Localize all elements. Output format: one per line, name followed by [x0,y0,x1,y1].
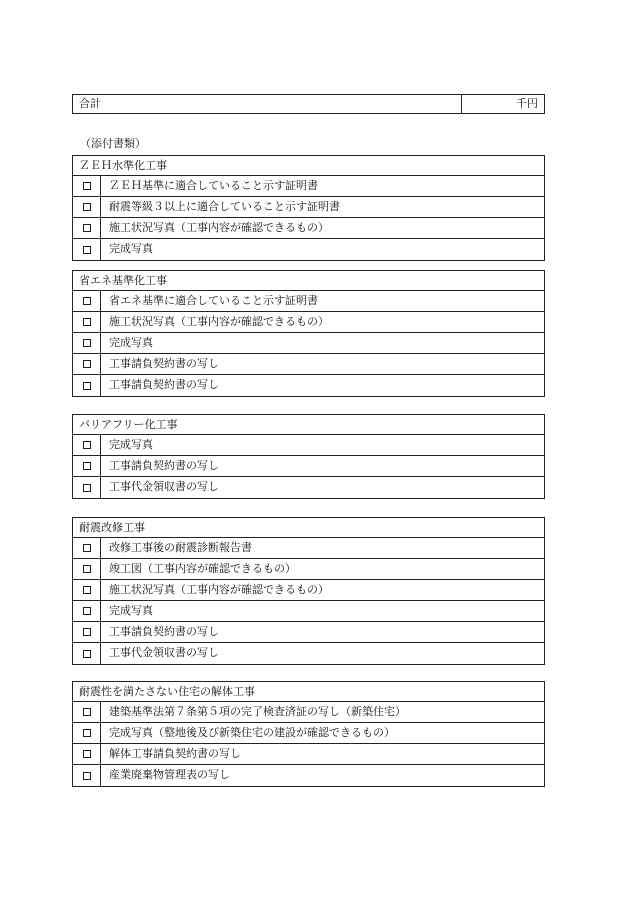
total-table [72,94,545,114]
checkbox[interactable] [73,477,101,498]
checkbox-icon [83,708,91,716]
item-label: 工事請負契約書の写し [109,378,219,391]
list-item [73,744,544,765]
checkbox[interactable] [73,312,101,332]
list-item [73,643,544,664]
checkbox[interactable] [73,723,101,743]
item-label: 工事代金領収書の写し [109,480,219,493]
checkbox-icon [83,339,91,347]
list-item [73,239,544,260]
checkbox[interactable] [73,456,101,476]
checkbox-icon [83,565,91,573]
item-label: 完成写真 [109,438,153,451]
checkbox[interactable] [73,559,101,579]
checkbox-icon [83,544,91,552]
checkbox[interactable] [73,643,101,664]
item-label: 施工状況写真（工事内容が確認できるもの） [109,221,329,234]
list-item [73,176,544,197]
checkbox-icon [83,729,91,737]
checkbox-icon [83,224,91,232]
checkbox-icon [83,382,91,390]
list-item [73,291,544,312]
checkbox-icon [83,318,91,326]
checkbox-icon [83,484,91,492]
checkbox-icon [83,586,91,594]
checkbox[interactable] [73,291,101,311]
item-label: 工事請負契約書の写し [109,625,219,638]
section-demolition [72,681,545,787]
item-label: 工事代金領収書の写し [109,646,219,659]
checkbox[interactable] [73,601,101,621]
list-item [73,456,544,477]
list-item [73,333,544,354]
section-title: ＺＥＨ水準化工事 [73,156,544,176]
section-barrier-free [72,414,545,499]
checkbox[interactable] [73,218,101,238]
checkbox[interactable] [73,333,101,353]
checkbox-icon [83,203,91,211]
checkbox-icon [83,772,91,780]
item-label: 工事請負契約書の写し [109,357,219,370]
item-label: 耐震等級３以上に適合していること示す証明書 [109,200,340,213]
checkbox[interactable] [73,197,101,217]
item-label: 施工状況写真（工事内容が確認できるもの） [109,315,329,328]
checkbox-icon [83,246,91,254]
item-label: 完成写真 [109,604,153,617]
section-seismic-retrofit [72,517,545,665]
list-item [73,477,544,498]
checkbox[interactable] [73,375,101,396]
section-zeh [72,155,545,261]
list-item [73,538,544,559]
attachments-heading: （添付書類） [80,137,146,150]
list-item [73,723,544,744]
item-label: 完成写真 [109,336,153,349]
item-label: 建築基準法第７条第５項の完了検査済証の写し（新築住宅） [109,705,406,718]
checkbox[interactable] [73,538,101,558]
checkbox-icon [83,182,91,190]
item-label: ＺＥＨ基準に適合していること示す証明書 [109,179,318,192]
checkbox[interactable] [73,744,101,764]
section-title: 耐震改修工事 [73,518,544,538]
checkbox[interactable] [73,435,101,455]
checkbox[interactable] [73,702,101,722]
checkbox-icon [83,360,91,368]
list-item [73,354,544,375]
checkbox[interactable] [73,176,101,196]
checkbox[interactable] [73,354,101,374]
checkbox-icon [83,441,91,449]
checkbox-icon [83,462,91,470]
checkbox-icon [83,750,91,758]
item-label: 施工状況写真（工事内容が確認できるもの） [109,583,329,596]
section-energy-saving [72,270,545,397]
list-item [73,622,544,643]
section-title: 耐震性を満たさない住宅の解体工事 [73,682,544,702]
checkbox[interactable] [73,622,101,642]
section-title: 省エネ基準化工事 [73,271,544,291]
checkbox-icon [83,607,91,615]
item-label: 産業廃棄物管理表の写し [109,768,230,781]
total-unit: 千円 [516,97,538,110]
checkbox[interactable] [73,580,101,600]
list-item [73,559,544,580]
list-item [73,435,544,456]
list-item [73,375,544,396]
list-item [73,702,544,723]
item-label: 工事請負契約書の写し [109,459,219,472]
item-label: 省エネ基準に適合していること示す証明書 [109,294,318,307]
checkbox-icon [83,628,91,636]
item-label: 竣工図（工事内容が確認できるもの） [109,562,296,575]
list-item [73,765,544,786]
checkbox[interactable] [73,765,101,786]
item-label: 完成写真（整地後及び新築住宅の建設が確認できるもの） [109,726,395,739]
list-item [73,218,544,239]
checkbox-icon [83,297,91,305]
item-label: 完成写真 [109,242,153,255]
list-item [73,312,544,333]
list-item [73,197,544,218]
item-label: 解体工事請負契約書の写し [109,747,241,760]
checkbox-icon [83,650,91,658]
list-item [73,580,544,601]
checkbox[interactable] [73,239,101,260]
item-label: 改修工事後の耐震診断報告書 [109,541,252,554]
list-item [73,601,544,622]
total-label: 合計 [73,95,462,113]
section-title: バリアフリー化工事 [73,415,544,435]
